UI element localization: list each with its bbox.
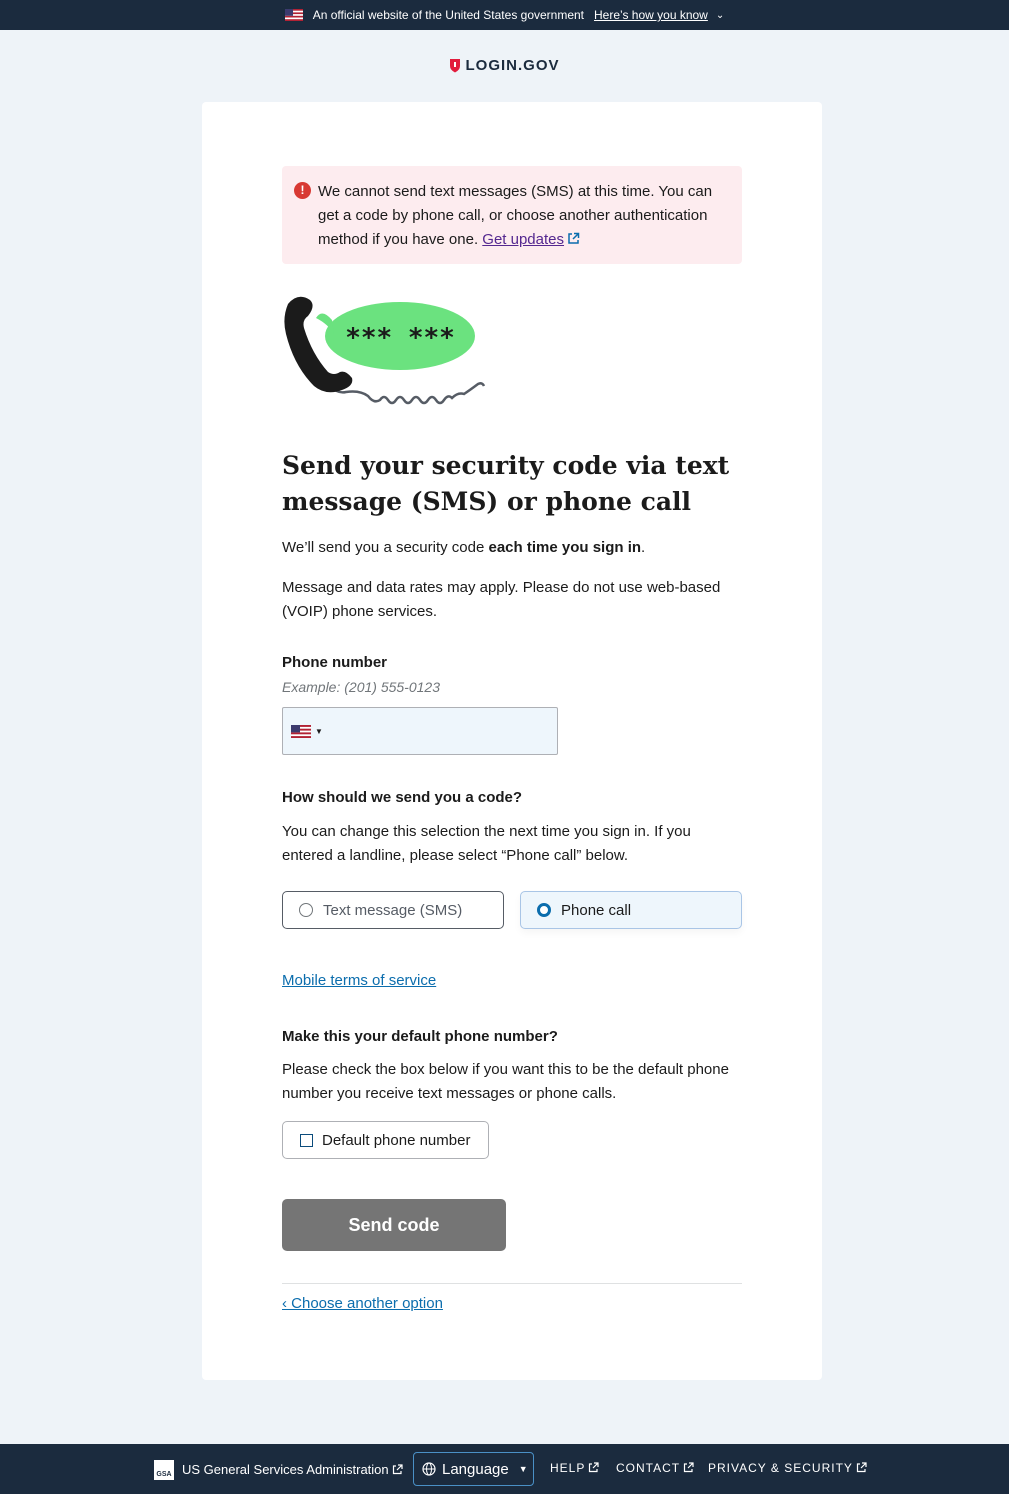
intro-text: We’ll send you a security code each time you sign in. (282, 539, 646, 556)
radio-phone-call[interactable] (520, 891, 742, 929)
phone-illustration (282, 294, 742, 412)
radio-button[interactable] (299, 903, 313, 917)
error-alert (282, 166, 742, 264)
default-phone-label: Make this your default phone number? (282, 1028, 558, 1045)
external-link-icon (683, 1462, 694, 1473)
svg-text:*** ***: *** *** (345, 323, 455, 353)
checkbox[interactable] (300, 1134, 313, 1147)
alert-message: We cannot send text messages (SMS) at this time. You can get a code by phone call, or choose another authentication method if you have one. (318, 183, 713, 248)
gov-banner (0, 0, 1009, 30)
us-flag-icon[interactable] (291, 725, 311, 738)
phone-number-field[interactable] (282, 707, 558, 755)
default-phone-checkbox[interactable] (282, 1121, 489, 1159)
globe-icon (422, 1462, 436, 1476)
error-icon: ! (294, 182, 311, 199)
external-link-icon (567, 232, 580, 245)
help-link[interactable]: HELP (550, 1461, 599, 1475)
default-phone-help: Please check the box below if you want this to be the default phone number you receive text messages or phone calls. (282, 1061, 729, 1102)
caret-down-icon: ▼ (518, 1464, 528, 1474)
logo-text: LOGIN.GOV (465, 57, 560, 74)
choose-another-option-link[interactable]: ‹ Choose another option (282, 1295, 443, 1312)
delivery-method-label: How should we send you a code? (282, 789, 523, 806)
radio-label: Phone call (561, 901, 632, 919)
external-link-icon (856, 1462, 867, 1473)
radio-text-message[interactable] (282, 891, 504, 929)
login-gov-logo[interactable] (0, 57, 1009, 74)
main-card (202, 102, 822, 1380)
divider (282, 1283, 742, 1284)
gsa-link[interactable]: US General Services Administration (182, 1462, 403, 1477)
shield-icon (449, 58, 461, 73)
page-title: Send your security code via text message (SMS) or phone call (282, 451, 730, 516)
radio-label: Text message (SMS) (323, 901, 463, 919)
phone-number-hint: Example: (201) 555-0123 (282, 679, 440, 695)
phone-number-input[interactable] (331, 708, 557, 754)
external-link-icon (392, 1464, 403, 1475)
external-link-icon (588, 1462, 599, 1473)
heres-how-you-know-link[interactable]: Here’s how you know (594, 8, 708, 22)
privacy-security-link[interactable]: PRIVACY & SECURITY (708, 1461, 867, 1475)
get-updates-link[interactable]: Get updates (482, 231, 580, 248)
phone-with-speech-bubble-icon (282, 294, 492, 412)
delivery-method-help: You can change this selection the next time you sign in. If you entered a landline, please select “Phone call” below. (282, 823, 691, 864)
rates-text: Message and data rates may apply. Please do not use web-based (VOIP) phone services. (282, 579, 721, 620)
delivery-method-options (282, 891, 742, 929)
us-flag-icon (285, 9, 303, 21)
footer (0, 1444, 1009, 1494)
country-dropdown-caret-icon[interactable]: ▼ (315, 726, 323, 736)
mobile-terms-link[interactable]: Mobile terms of service (282, 972, 437, 989)
contact-link[interactable]: CONTACT (616, 1461, 694, 1475)
language-label: Language (442, 1460, 509, 1478)
send-code-button[interactable]: Send code (282, 1199, 506, 1251)
gsa-logo[interactable]: GSA (154, 1460, 174, 1480)
banner-text: An official website of the United States government (312, 8, 585, 22)
checkbox-label: Default phone number (322, 1131, 471, 1149)
language-selector[interactable] (413, 1452, 534, 1486)
chevron-down-icon[interactable]: ⌄ (715, 9, 725, 21)
phone-number-label: Phone number (282, 654, 388, 671)
radio-button[interactable] (537, 903, 551, 917)
